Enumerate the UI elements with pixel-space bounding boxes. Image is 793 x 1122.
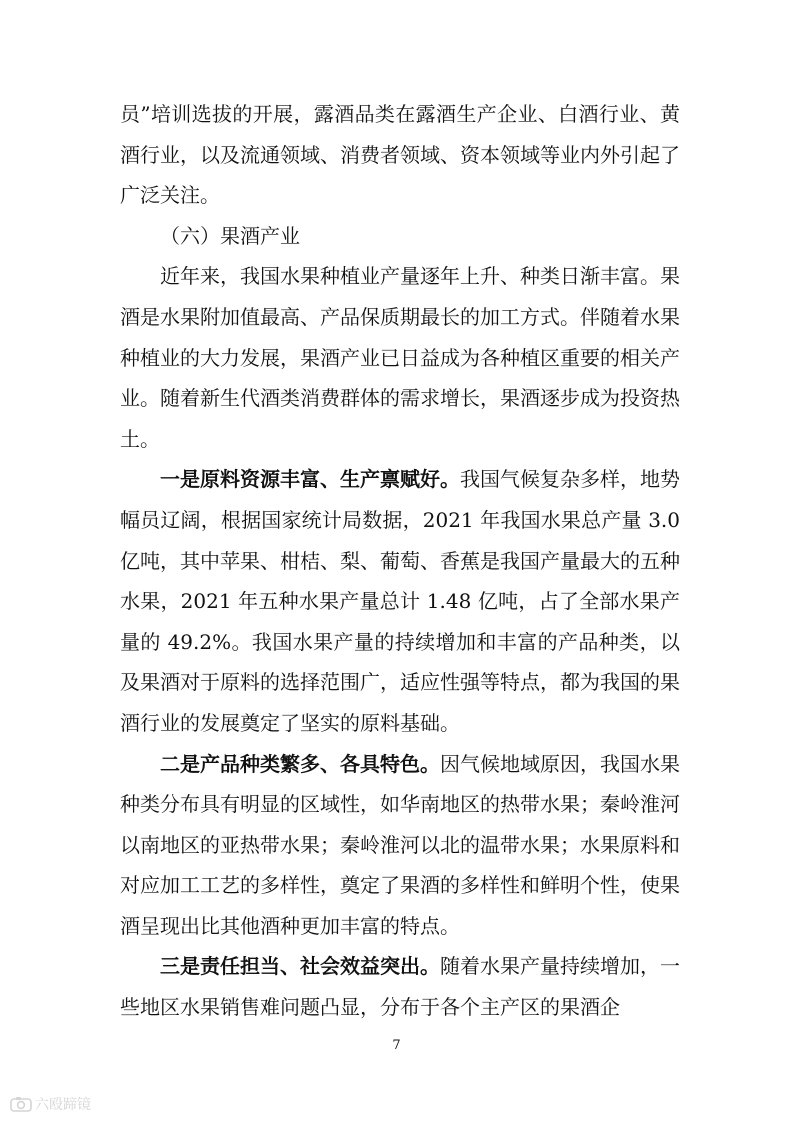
paragraph-text: 员”培训选拔的开展，露酒品类在露酒生产企业、白酒行业、黄酒行业，以及流通领域、消费者领域、资本领域等业内外引起了广泛关注。 (120, 102, 680, 208)
document-body (120, 94, 680, 1028)
section-heading-text: （六）果酒产业 (160, 223, 300, 248)
paragraph-point-two (120, 744, 680, 947)
section-heading (120, 216, 680, 257)
watermark (10, 1093, 91, 1115)
paragraph-continuation (120, 94, 680, 216)
paragraph-intro (120, 256, 680, 459)
paragraph-lead: 二是产品种类繁多、各具特色。 (160, 751, 440, 776)
paragraph-text: 随着水果产量持续增加，一些地区水果销售难问题凸显，分布于各个主产区的果酒企 (120, 954, 680, 1020)
watermark-text: 六殴蹄镜 (35, 1097, 91, 1113)
page-number: 7 (392, 1038, 401, 1053)
camera-logo-icon (10, 1096, 32, 1112)
paragraph-text: 我国气候复杂多样，地势幅员辽阔，根据国家统计局数据，2021 年我国水果总产量 3.0 亿吨，其中苹果、柑桔、梨、葡萄、香蕉是我国产量最大的五种水果，2021 年五种水果产量总计 1.48 亿吨，占了全部水果产量的 49.2%。我国水果产量的持续增加和丰富的产品种类，以及果酒对于原料的选择范围广，适应性强等特点，都为我国的果酒行业的发展奠定了坚实的原料基础。 (120, 467, 680, 735)
paragraph-text: 因气候地域原因，我国水果种类分布具有明显的区域性，如华南地区的热带水果；秦岭淮河以南地区的亚热带水果；秦岭淮河以北的温带水果；水果原料和对应加工工艺的多样性，奠定了果酒的多样性和鲜明个性，使果酒呈现出比其他酒种更加丰富的特点。 (120, 751, 680, 938)
paragraph-lead: 三是责任担当、社会效益突出。 (160, 954, 440, 979)
paragraph-lead: 一是原料资源丰富、生产禀赋好。 (160, 467, 460, 492)
paragraph-point-one (120, 459, 680, 743)
paragraph-point-three (120, 946, 680, 1027)
paragraph-text: 近年来，我国水果种植业产量逐年上升、种类日渐丰富。果酒是水果附加值最高、产品保质期最长的加工方式。伴随着水果种植业的大力发展，果酒产业已日益成为各种植区重要的相关产业。随着新生代酒类消费群体的需求增长，果酒逐步成为投资热土。 (120, 264, 680, 451)
